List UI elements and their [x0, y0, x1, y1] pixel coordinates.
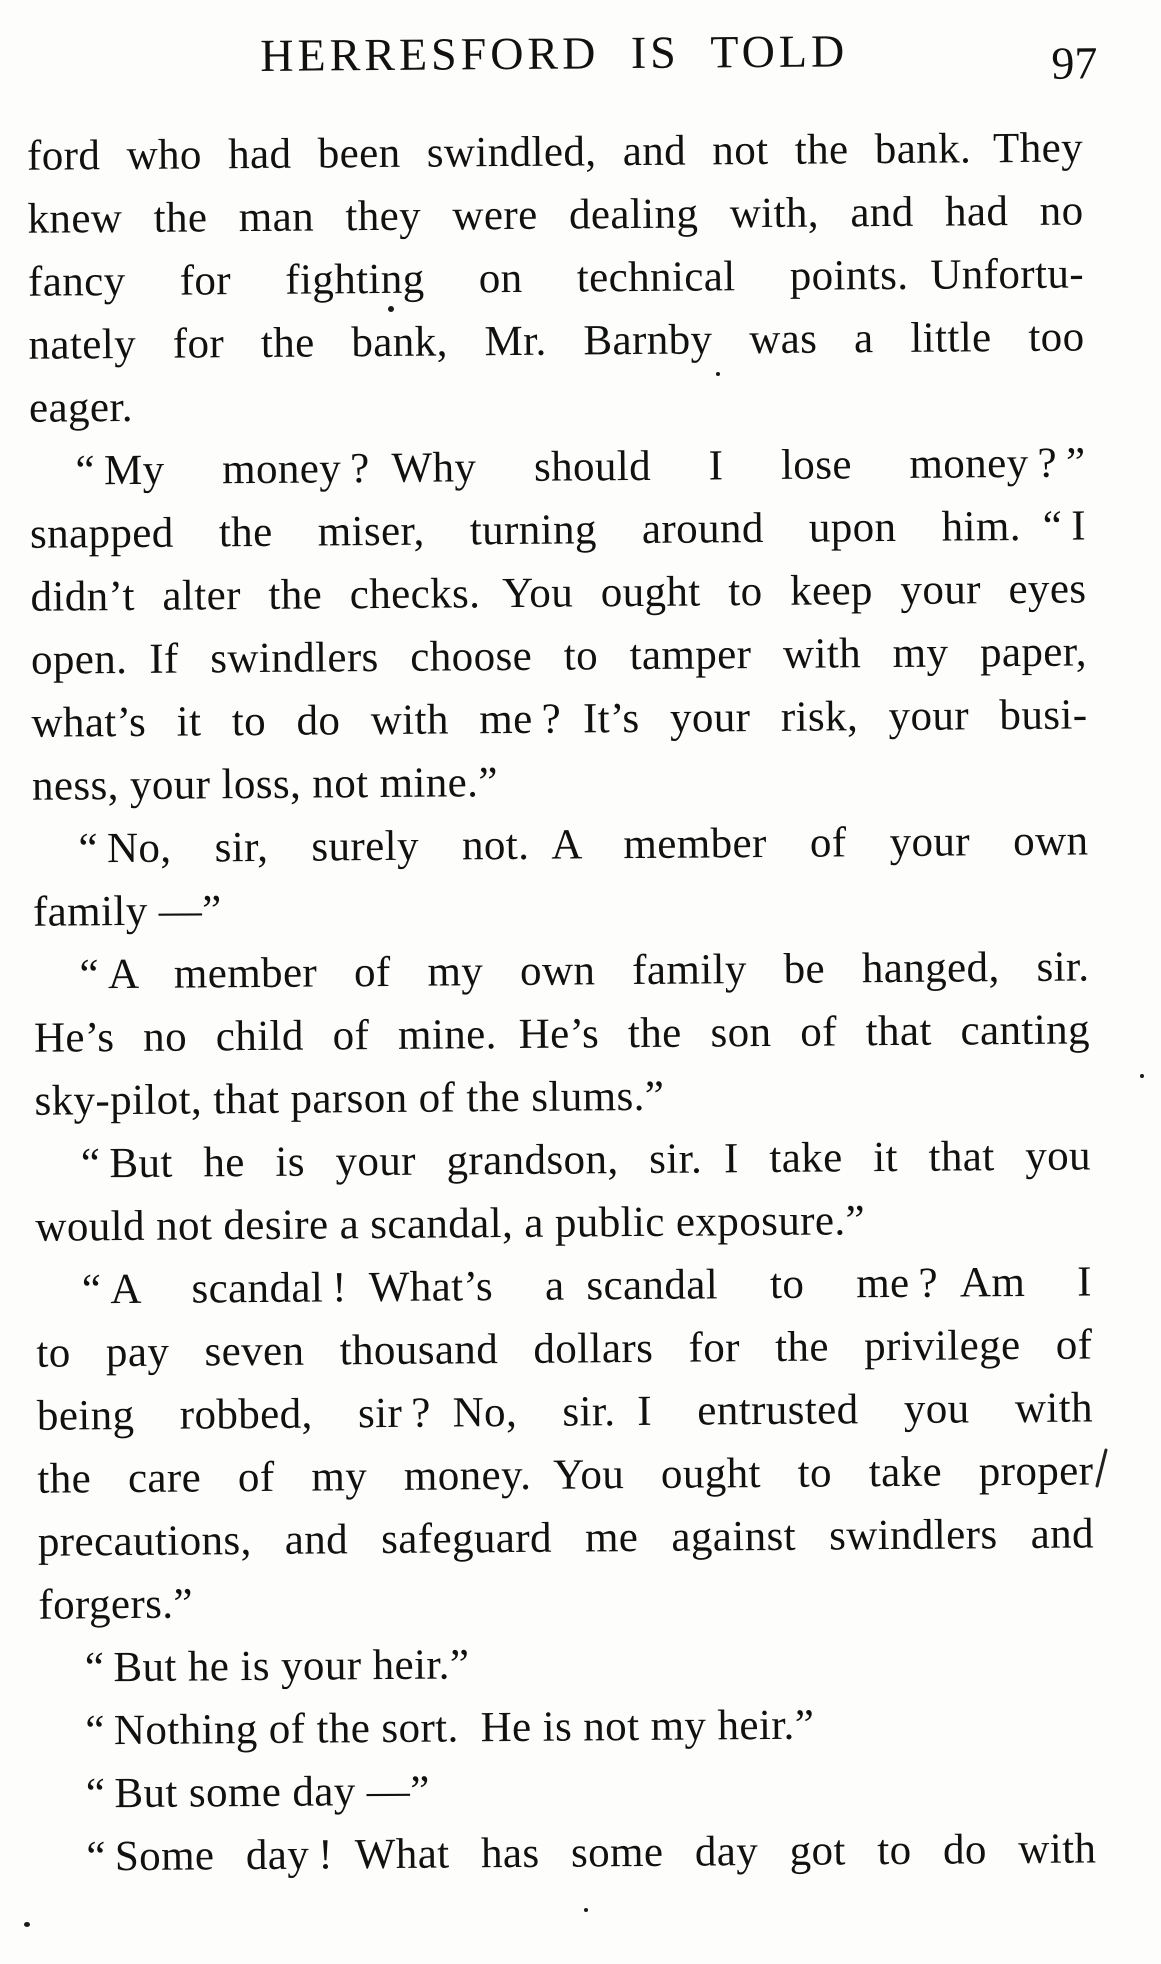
text-line: sky-pilot, that parson of the slums.”	[34, 1072, 665, 1125]
text-line: the care of my money. You ought to take proper	[37, 1447, 1094, 1503]
scan-speck	[716, 372, 720, 376]
text-line: family —”	[32, 887, 222, 936]
text-line: “ My money ? Why should I lose money ? ”	[75, 439, 1086, 495]
text-line: precautions, and safeguard me against swindlers and	[37, 1510, 1095, 1566]
text-line: ness, your loss, not mine.”	[31, 759, 499, 810]
text-line: open. If swindlers choose to tamper with my paper,	[30, 628, 1088, 684]
text-line: eager.	[28, 383, 134, 432]
scan-speck	[388, 306, 394, 312]
page-text	[27, 116, 1097, 1888]
text-line: to pay seven thousand dollars for the privilege of	[36, 1321, 1093, 1377]
scan-speck	[1140, 1074, 1144, 1078]
text-line: what’s it to do with me ? It’s your risk, your busi-	[31, 691, 1088, 747]
text-line: would not desire a scandal, a public exposure.”	[35, 1197, 866, 1251]
text-line: “ But he is your heir.”	[84, 1641, 470, 1692]
text-line: nately for the bank, Mr. Barnby was a little too	[28, 313, 1085, 369]
text-line: knew the man they were dealing with, and had no	[27, 187, 1084, 243]
text-line: forgers.”	[38, 1580, 194, 1629]
text-line: being robbed, sir ? No, sir. I entrusted you with	[36, 1384, 1094, 1440]
scan-speck	[24, 1922, 30, 1927]
text-line: “ A member of my own family be hanged, sir.	[79, 943, 1090, 999]
text-line: “ No, sir, surely not. A member of your own	[78, 817, 1089, 873]
text-line: “ Nothing of the sort. He is not my heir.”	[85, 1701, 815, 1755]
text-line: “ A scandal ! What’s a scandal to me ? Am I	[81, 1258, 1093, 1314]
running-head	[26, 22, 1098, 100]
text-line: “ Some day ! What has some day got to do with	[86, 1825, 1097, 1881]
text-line: snapped the miser, turning around upon him. “ I	[29, 502, 1087, 558]
text-line: didn’t alter the checks. You ought to keep your eyes	[30, 565, 1087, 621]
running-head-title: HERRESFORD IS TOLD	[260, 25, 849, 81]
text-line: “ But some day —”	[85, 1767, 430, 1818]
page-number: 97	[1051, 37, 1098, 89]
text-line: “ But he is your grandson, sir. I take it that you	[80, 1132, 1092, 1188]
scan-speck	[584, 1908, 588, 1912]
text-line: He’s no child of mine. He’s the son of that canting	[33, 1006, 1091, 1062]
text-line: ford who had been swindled, and not the bank. They	[26, 124, 1084, 180]
text-line: fancy for fighting on technical points. Unfortu-	[27, 250, 1085, 306]
